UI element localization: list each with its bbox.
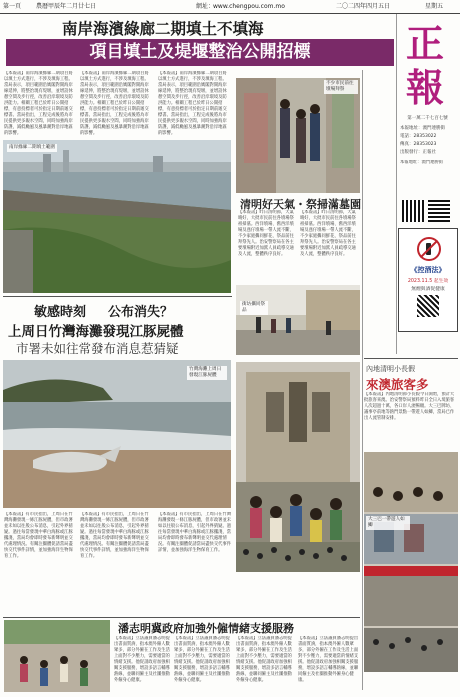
lead-body-col3: 【本報訊】南岸海濱綠廊二期項目將以填土方式進行，不涉及填海工程。當局表示，項目範圍沿媽閣對開海岸線延伸，將整治現有堤堰，並增設休憩空間及步行徑，改善沿岸環境及防洪能力。相關工程已於昨日公開招標，有意投標者可於指定日期前遞交標書。當局指出，工程完成後將為市民提供更多親水空間，同時加強海岸防護，減低颱風及風暴潮對沿岸地區的影響。: [158, 71, 227, 136]
top-bar: [0, 0, 460, 14]
ad-title: 《控酒法》: [410, 266, 446, 274]
dolphin-photo: [3, 360, 231, 508]
lead-photo: [3, 140, 231, 293]
issue-date: 二〇二四年四月五日: [336, 3, 391, 10]
column-divider: [362, 70, 363, 690]
site-url: www.chengpou.com.mo: [213, 3, 285, 10]
no-drinking-icon: [417, 237, 441, 261]
bottom-body-col1: 【本報訊】立法議員潘志明提出書面質詢，指本澳外僱人數眾多，部分外僱在工作及生活上面對不少壓力，需要適當的情緒支援。他促請政府加強相關支援服務，增設多語言輔導熱線，並聯同僱主及社團推動外僱身心健康。: [114, 636, 170, 683]
lead-banner: 項目填土及堤堰整治公開招標: [6, 39, 394, 66]
cemetery-caption: 不少市民前往墳場拜祭: [324, 80, 358, 94]
ad-box: [398, 228, 458, 332]
section-divider: [3, 296, 232, 297]
bottom-photo: [4, 620, 110, 692]
dolphin-caption: 竹灣海灘上周日發現江豚屍體: [187, 366, 227, 380]
holiday-body: 【本報訊】內地清明節小長假今日開始，預計大批旅客來澳。治安警察局預料昨日全日入境旅客人次超過十萬，各口岸人流暢順。大三巴牌坊、議事亭前地等熱門景點一帶遊人如鯽，當局已作出人流管制安排。: [364, 392, 455, 421]
dolphin-headline: 上周日竹灣海灘發現江豚屍體: [8, 324, 184, 340]
qr-code-icon: [402, 200, 424, 222]
bottom-body-col3: 【本報訊】立法議員潘志明提出書面質詢，指本澳外僱人數眾多，部分外僱在工作及生活上面對不少壓力，需要適當的情緒支援。他促請政府加強相關支援服務，增設多語言輔導熱線，並聯同僱主及社團推動外僱身心健康。: [236, 636, 292, 683]
dolphin-body-col3: 【本報訊】有市民指出，上周日在竹灣海灘發現一條江豚屍體，但市政署並未如以往般公布消息，引起外界猜疑。過往每當發現中華白海豚或江豚擱淺，當局均會即時發布新聲明並交代處理情況。有關注團體促請當局盡快交代事件詳情，並加強海洋生物保育工作。: [158, 512, 232, 553]
dolphin-body-col1: 【本報訊】有市民指出，上周日在竹灣海灘發現一條江豚屍體，但市政署並未如以往般公布消息，引起外界猜疑。過往每當發現中華白海豚或江豚擱淺，當局均會即時發布新聲明並交代處理情況。有關注團體促請當局盡快交代事件詳情，並加強海洋生物保育工作。: [4, 512, 73, 559]
section-divider: [364, 358, 458, 359]
masthead-title-1: 正: [405, 21, 444, 66]
masthead-info-3: 傳真：28353023: [400, 142, 437, 147]
holiday-kicker: 內地清明小長假: [366, 365, 415, 373]
site-label: 網址：: [196, 3, 215, 10]
ad-date: 2023.11.5 起生效: [407, 279, 449, 284]
holiday-photo: [364, 452, 458, 672]
masthead-issue: 第一萬二千七百七號: [407, 116, 448, 121]
ad-slogan: 無煙與酒促健康: [411, 287, 445, 292]
street-caption: 街坊攜同祭品: [240, 301, 268, 315]
weekday: 星期五: [425, 3, 444, 10]
dolphin-subhead: 市署未如往常發布消息惹猜疑: [16, 341, 179, 356]
lead-body-col2: 【本報訊】南岸海濱綠廊二期項目將以填土方式進行，不涉及填海工程。當局表示，項目範圍沿媽閣對開海岸線延伸，將整治現有堤堰，並增設休憩空間及步行徑，改善沿岸環境及防洪能力。相關工程已於昨日公開招標，有意投標者可於指定日期前遞交標書。當局指出，工程完成後將為市民提供更多親水空間，同時加強海岸防護，減低颱風及風暴潮對沿岸地區的影響。: [80, 71, 149, 136]
qingming-body-col2: 【本報訊】昨日清明節，天氣晴好，大批市民前往各墳場祭祖掃墓。西洋墳場、舊西洋墳場及氹仔墳場一帶人流不斷，不少家庭攜同鮮花、祭品前往拜祭先人。治安警察局在各主要墳場附近加派人員疏導交通及人流，整體秩序良好。: [300, 210, 356, 257]
bottom-headline: 潘志明冀政府加強外僱情緒支援服務: [118, 622, 294, 635]
masthead-info-2: 電話：28353022: [400, 134, 437, 139]
qingming-headline: 清明好天氣・祭掃滿墓園: [240, 198, 361, 211]
ruins-photo: [236, 362, 360, 572]
bottom-body-col2: 【本報訊】立法議員潘志明提出書面質詢，指本澳外僱人數眾多，部分外僱在工作及生活上面對不少壓力，需要適當的情緒支援。他促請政府加強相關支援服務，增設多語言輔導熱線，並聯同僱主及社團推動外僱身心健康。: [174, 636, 230, 683]
lead-body-col1: 【本報訊】南岸海濱綠廊二期項目將以填土方式進行，不涉及填海工程。當局表示，項目範圍沿媽閣對開海岸線延伸，將整治現有堤堰，並增設休憩空間及步行徑，改善沿岸環境及防洪能力。相關工程已於昨日公開招標，有意投標者可於指定日期前遞交標書。當局指出，工程完成後將為市民提供更多親水空間，同時加強海岸防護，減低颱風及風暴潮對沿岸地區的影響。: [4, 71, 73, 136]
street-photo: [236, 285, 360, 355]
cemetery-photo: [236, 78, 360, 193]
lead-photo-caption: 南岸綠廊二期填土範圍: [9, 145, 55, 150]
page-number: 第一頁: [3, 3, 22, 10]
section-divider: [3, 617, 360, 618]
dolphin-kicker2: 公布消失？: [108, 305, 174, 320]
bottom-body-col4: 【本報訊】立法議員潘志明提出書面質詢，指本澳外僱人數眾多，部分外僱在工作及生活上面對不少壓力，需要適當的情緒支援。他促請政府加強相關支援服務，增設多語言輔導熱線，並聯同僱主及社團推動外僱身心健康。: [298, 636, 359, 683]
qr-code-icon: [428, 200, 450, 222]
masthead-title-2: 報: [405, 65, 444, 110]
masthead-info-1: 本報地址：澳門連勝街: [400, 126, 445, 131]
column-divider: [396, 14, 397, 354]
holiday-headline: 來澳旅客多: [366, 377, 429, 392]
ad-qr-icon: [417, 295, 439, 317]
masthead-info-4: 出版發行：正報社: [400, 150, 436, 155]
holiday-caption: 大三巴一帶遊人如鯽: [366, 516, 410, 530]
lunar-date: 農曆甲辰年二月廿七日: [36, 3, 97, 10]
dolphin-body-col2: 【本報訊】有市民指出，上周日在竹灣海灘發現一條江豚屍體，但市政署並未如以往般公布消息，引起外界猜疑。過往每當發現中華白海豚或江豚擱淺，當局均會即時發布新聲明並交代處理情況。有關注團體促請當局盡快交代事件詳情，並加強海洋生物保育工作。: [80, 512, 149, 559]
lead-headline: 南岸海濱綠廊二期填土不填海: [62, 19, 264, 38]
dolphin-kicker: 敏感時刻: [34, 305, 87, 320]
masthead-fineprint: 本報地址：澳門連勝街: [400, 160, 443, 165]
qingming-body-col1: 【本報訊】昨日清明節，天氣晴好，大批市民前往各墳場祭祖掃墓。西洋墳場、舊西洋墳場及氹仔墳場一帶人流不斷，不少家庭攜同鮮花、祭品前往拜祭先人。治安警察局在各主要墳場附近加派人員疏導交通及人流，整體秩序良好。: [238, 210, 294, 257]
